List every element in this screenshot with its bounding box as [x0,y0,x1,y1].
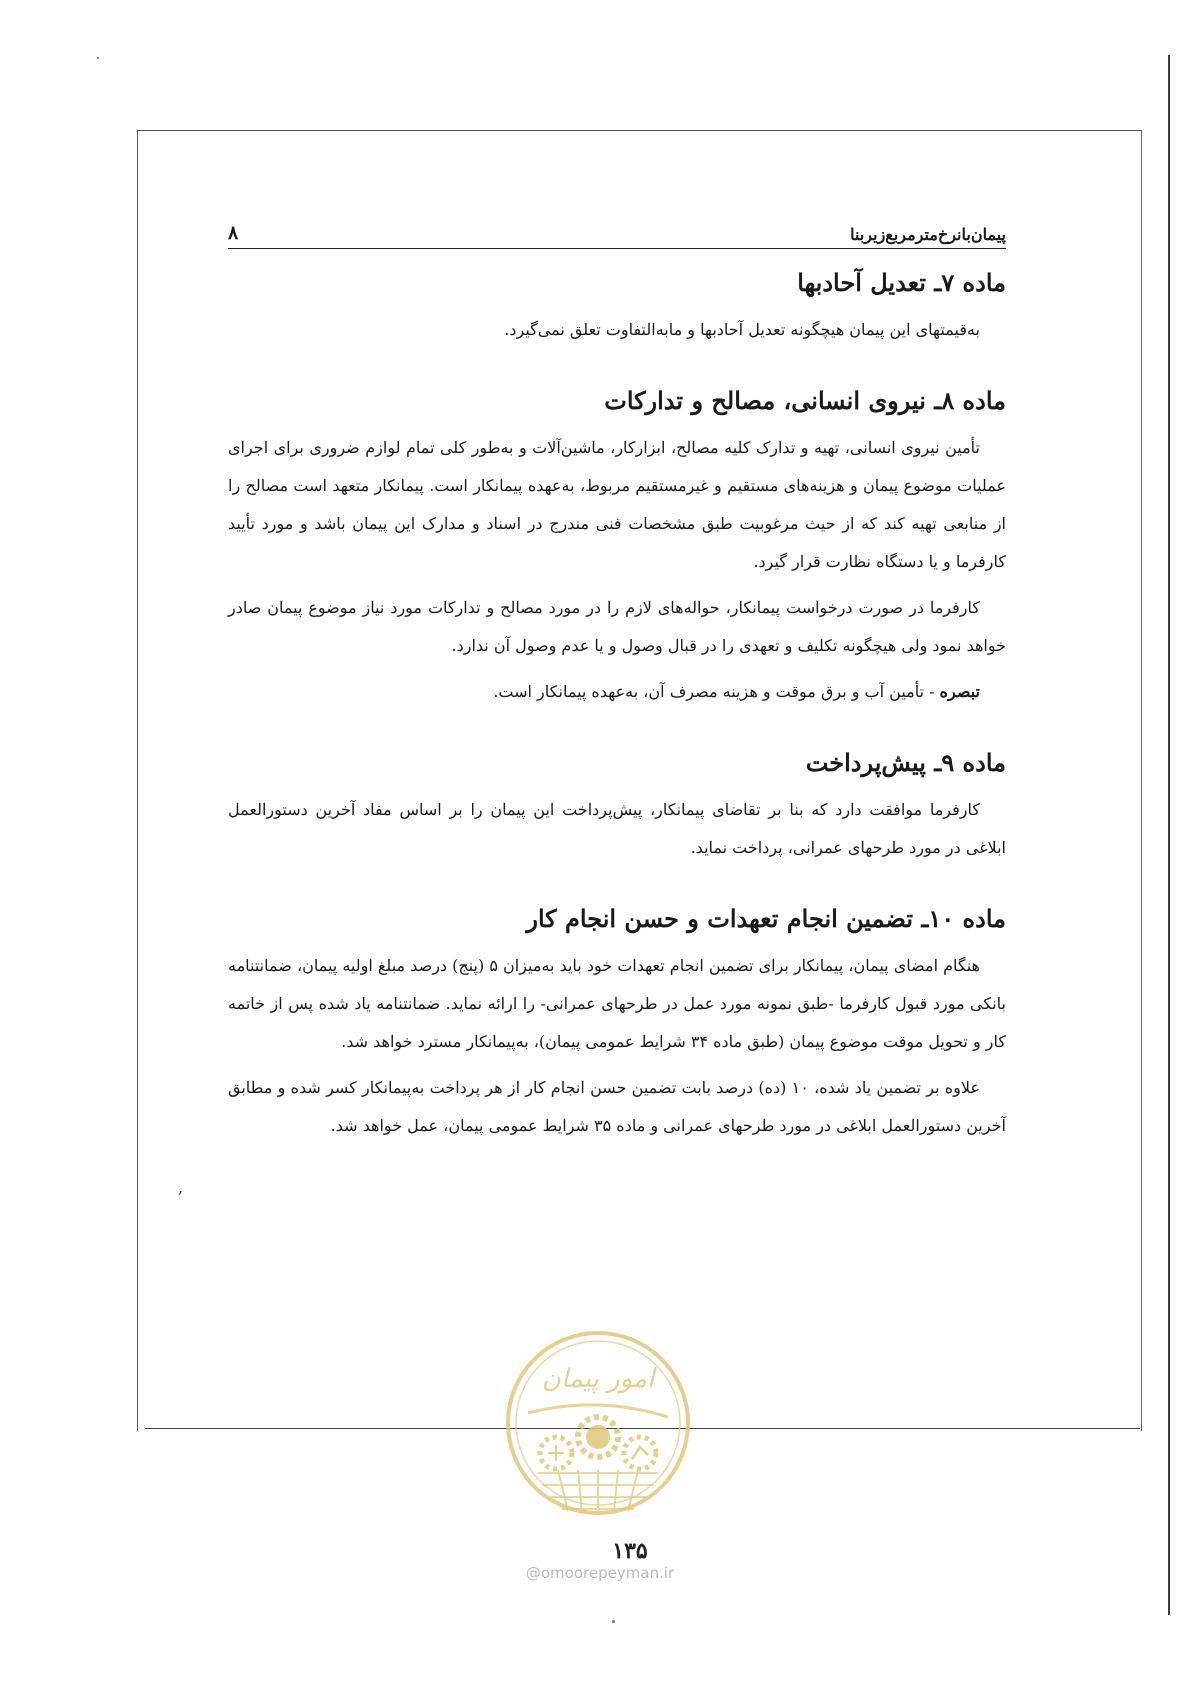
article-paragraph: تأمین نیروی انسانی، تهیه و تدارک کلیه مصالح، ابزارکار، ماشین‌آلات و به‌طور کلی تمام لوازم ضروری برای اجرای عملیات موضوع پیمان و هزینه‌های مستقیم و غیرمستقیم مربوط، به‌عهده پیمانکار است. پیمانکار متعهد است مصالح را از منابعی تهیه کند که از حیث مرغوبیت طبق مشخصات فنی مندرج در اسناد و مدارک این پیمان باشد و مورد تأیید کارفرما و یا دستگاه نظارت قرار گیرد. [228,438,1007,571]
article-paragraph: کارفرما موافقت دارد که بنا بر تقاضای پیمانکار، پیش‌پرداخت این پیمان را بر اساس مفاد آخرین دستورالعمل ابلاغی در مورد طرحهای عمرانی، پرداخت نماید. [228,800,1006,857]
article-paragraph: کارفرما در صورت درخواست پیمانکار، حواله‌های لازم را در مورد مصالح و تدارکات مورد نیاز موضوع پیمان صادر خواهد نمود ولی هیچگونه تکلیف و تعهدی را در قبال وصول و یا عدم وصول آن ندارد. [228,598,1006,655]
article-9 [228,745,1006,867]
article-7 [228,265,1006,349]
article-paragraph: به‌قیمتهای این پیمان هیچگونه تعدیل آحادبها و مابه‌التفاوت تعلق نمی‌گیرد. [504,320,980,339]
page-number: ۱۳۵ [612,1538,648,1564]
grid-base [538,1470,658,1514]
excavator-icon [624,1437,656,1469]
article-title: ماده ۸ـ نیروی انسانی، مصالح و تدارکات [604,386,1006,415]
scan-edge-line [1168,55,1170,1615]
watermark: @omoorepeyman.ir [525,1564,675,1582]
page-content [228,210,1006,1153]
article-8 [228,383,1006,711]
scan-speck [97,57,99,59]
chapter-number: ۸ [228,222,239,244]
margin-mark: , [178,1178,184,1197]
article-10 [228,901,1006,1145]
note-text: - تأمین آب و برق موقت و هزینه مصرف آن، به‌عهده پیمانکار است. [493,682,940,701]
gear-icon [578,1417,618,1457]
note-label: تبصره [939,682,980,701]
running-title: پیمان‌بانرخ‌مترمربع‌زیربنا [850,225,1006,244]
article-paragraph: هنگام امضای پیمان، پیمانکار برای تضمین انجام تعهدات خود باید به‌میزان ۵ (پنج) درصد مبلغ اولیه پیمان، ضمانتنامه بانکی مورد قبول کارفرما -طبق نمونه مورد عمل در طرحهای عمرانی- را ارائه نماید. ضمانتنامه یاد شده پس از خاتمه کار و تحویل موقت موضوع پیمان (طبق ماده ۳۴ شرایط عمومی پیمان)، به‌پیمانکار مسترد خواهد شد. [228,956,1006,1051]
scan-speck [612,1620,615,1623]
article-title: ماده ۷ـ تعدیل آحادبها [797,268,1006,297]
running-header [228,210,1006,249]
article-title: ماده ۱۰ـ تضمین انجام تعهدات و حسن انجام کار [526,904,1006,933]
article-paragraph: علاوه بر تضمین یاد شده، ۱۰ (ده) درصد بابت تضمین حسن انجام کار از هر پرداخت به‌پیمانکار کسر شده و مطابق آخرین دستورالعمل ابلاغی در مورد طرحهای عمرانی و ماده ۳۵ شرایط عمومی پیمان، عمل خواهد شد. [228,1078,1006,1135]
article-title: ماده ۹ـ پیش‌پرداخت [805,748,1006,777]
article-note [228,673,1006,711]
stamp-text: امور پیمان [541,1364,655,1394]
stamp-logo [498,1325,698,1535]
scales-icon [540,1437,572,1469]
